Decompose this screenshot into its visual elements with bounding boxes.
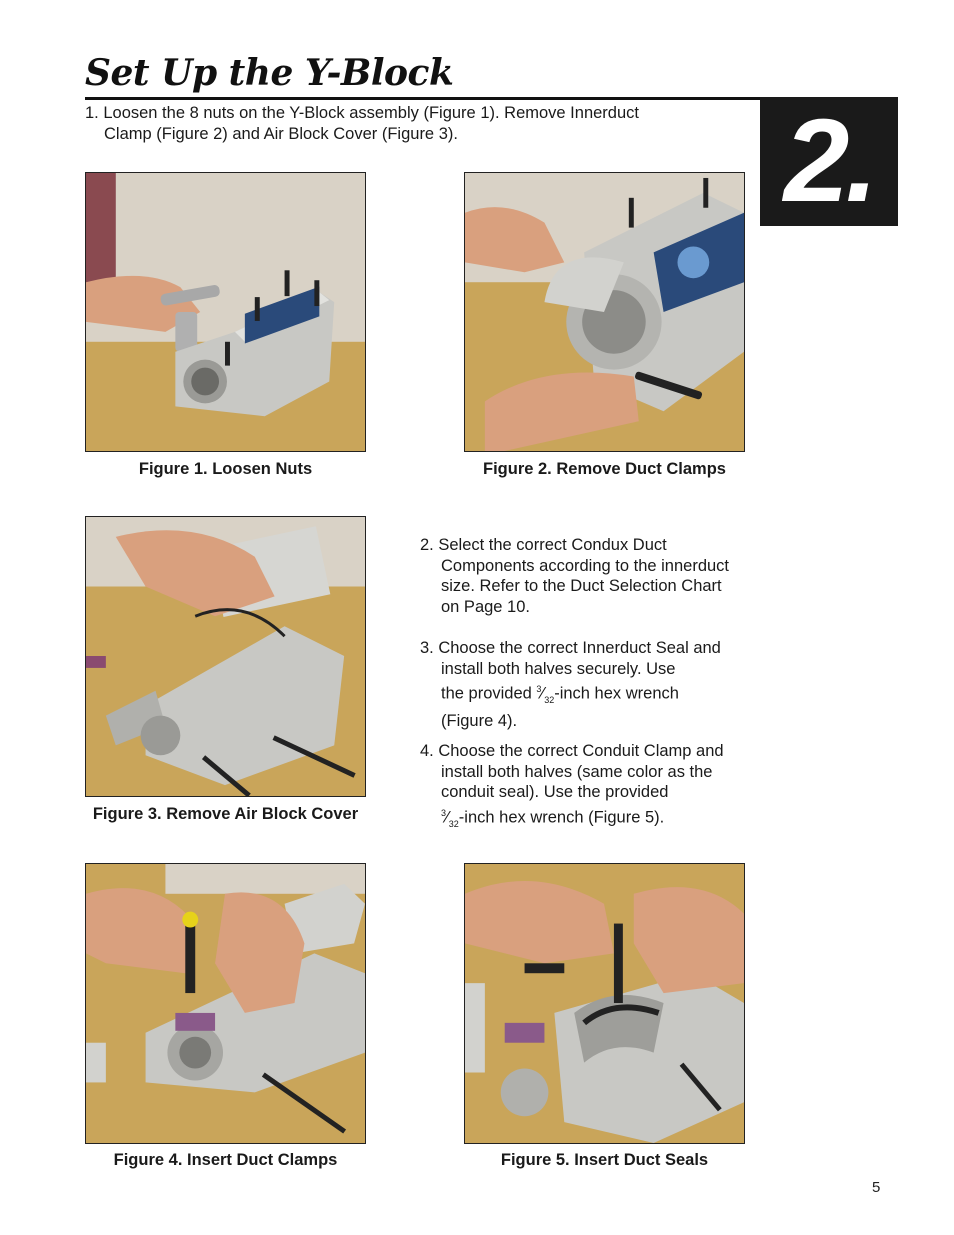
step-2-line: on Page 10.	[441, 597, 530, 616]
fraction-numerator: 3	[441, 807, 447, 818]
step-4-line	[420, 803, 724, 834]
step-4-text-fragment: -inch hex wrench (Figure 5).	[458, 808, 665, 827]
step-4-line: install both halves (same color as the	[441, 762, 713, 781]
step-4-line: conduit seal). Use the provided	[441, 783, 669, 802]
step-4-line: 4. Choose the correct Conduit Clamp and	[420, 742, 724, 760]
figure-5-caption: Figure 5. Insert Duct Seals	[500, 1151, 709, 1169]
step-3-text-fragment: -inch hex wrench	[554, 684, 679, 703]
fraction-numerator: 3	[536, 684, 542, 695]
step-3-line: (Figure 4).	[441, 711, 518, 730]
figure-3-caption: Figure 3. Remove Air Block Cover	[92, 805, 359, 823]
title-rule	[85, 97, 760, 100]
figure-2-photo	[464, 172, 745, 452]
step-2-line: 2. Select the correct Condux Duct	[420, 536, 667, 554]
figure-1-caption: Figure 1. Loosen Nuts	[138, 460, 313, 478]
step-2-line: size. Refer to the Duct Selection Chart	[441, 577, 722, 596]
step-2-text	[420, 535, 729, 617]
fraction-slash: ⁄	[446, 808, 449, 827]
step-1-line: Clamp (Figure 2) and Air Block Cover (Figure 3).	[104, 124, 458, 143]
figure-3-photo	[85, 516, 366, 797]
figure-1-photo	[85, 172, 366, 452]
step-3-line: 3. Choose the correct Innerduct Seal and	[420, 639, 721, 657]
step-3-text	[420, 638, 721, 731]
fraction-denominator: 32	[544, 694, 555, 705]
figure-5-photo	[464, 863, 745, 1144]
page-title: Set Up the Y-Block	[85, 52, 454, 94]
step-3-text-fragment: the provided	[441, 684, 537, 703]
step-1-line: 1. Loosen the 8 nuts on the Y-Block assembly (Figure 1). Remove Innerduct	[85, 104, 639, 122]
page-number: 5	[872, 1179, 881, 1196]
step-2-line: Components according to the innerduct	[441, 556, 730, 575]
step-3-line: install both halves securely. Use	[441, 659, 676, 678]
fraction-denominator: 32	[448, 818, 459, 829]
figure-4-photo	[85, 863, 366, 1144]
section-number-badge: 2.	[760, 97, 898, 226]
figure-2-caption: Figure 2. Remove Duct Clamps	[483, 460, 726, 478]
step-3-line	[420, 679, 721, 710]
step-4-text	[420, 741, 724, 834]
figure-4-caption: Figure 4. Insert Duct Clamps	[113, 1151, 338, 1169]
fraction-slash: ⁄	[541, 684, 545, 703]
step-1-text	[85, 103, 639, 144]
